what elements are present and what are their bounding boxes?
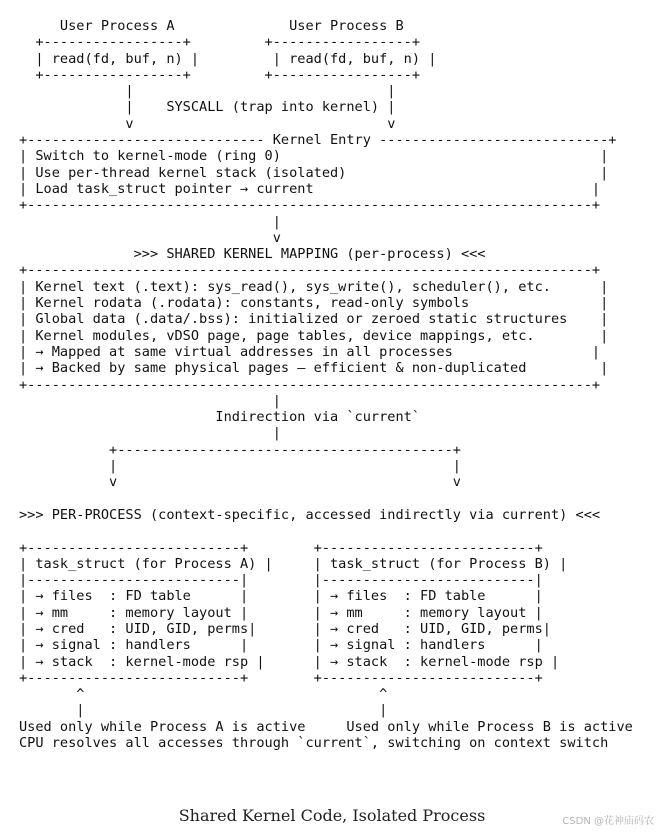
diagram-line bbox=[19, 491, 633, 507]
diagram-line: | read(fd, buf, n) | | read(fd, buf, n) | bbox=[19, 50, 437, 67]
diagram-line: | → stack : kernel-mode rsp | | → stack : kernel-mode rsp | bbox=[19, 653, 560, 670]
diagram-line: | bbox=[19, 213, 281, 230]
diagram-line: | → Backed by same physical pages — efficient & non-duplicated | bbox=[19, 360, 609, 377]
diagram-line: | Global data (.data/.bss): initialized or zeroed static structures | bbox=[19, 311, 609, 328]
watermark: CSDN @花神庙码农 bbox=[562, 816, 654, 827]
diagram-line: User Process A User Process B bbox=[19, 18, 404, 34]
diagram-line bbox=[19, 523, 633, 539]
diagram-line: | Kernel text (.text): sys_read(), sys_write(), scheduler(), etc. | bbox=[19, 278, 609, 295]
diagram-line: | → mm : memory layout | | → mm : memory layout | bbox=[19, 604, 543, 621]
diagram-line: | | bbox=[19, 458, 461, 475]
diagram-line: ^ ^ bbox=[19, 686, 388, 703]
diagram-line: | Kernel modules, vDSO page, page tables, device mappings, etc. | bbox=[19, 327, 609, 344]
diagram-line: | → Mapped at same virtual addresses in all processes | bbox=[19, 343, 601, 360]
diagram-line: v bbox=[19, 229, 281, 246]
diagram-line: +---------------------------------------------------------------------+ bbox=[19, 262, 601, 279]
diagram-line: | | bbox=[19, 83, 396, 100]
diagram-line: | Kernel rodata (.rodata): constants, read-only symbols | bbox=[19, 295, 609, 312]
diagram-line: CPU resolves all accesses through `current`, switching on context switch bbox=[19, 735, 609, 752]
diagram-line: +---------------------------------------------------------------------+ bbox=[19, 376, 601, 393]
diagram-line: Indirection via `current` bbox=[19, 409, 421, 426]
diagram-line: >>> PER-PROCESS (context-specific, accessed indirectly via current) <<< bbox=[19, 506, 601, 523]
diagram-line: | task_struct (for Process A) | | task_struct (for Process B) | bbox=[19, 555, 568, 572]
diagram-line: | → files : FD table | | → files : FD table | bbox=[19, 588, 543, 605]
diagram-line: +-----------------+ +-----------------+ bbox=[19, 66, 421, 83]
diagram-line: | Switch to kernel-mode (ring 0) | bbox=[19, 148, 609, 165]
diagram-line: v v bbox=[19, 115, 396, 132]
diagram-line: >>> SHARED KERNEL MAPPING (per-process) <<< bbox=[19, 246, 486, 263]
figure-caption: Shared Kernel Code, Isolated Process bbox=[178, 806, 486, 825]
diagram-line: +--------------------------+ +--------------------------+ bbox=[19, 669, 543, 686]
diagram-line: +-----------------+ +-----------------+ bbox=[19, 34, 421, 51]
diagram-line: | Use per-thread kernel stack (isolated) | bbox=[19, 164, 609, 181]
diagram-line: | → signal : handlers | | → signal : handlers | bbox=[19, 637, 543, 654]
diagram-line: +---------------------------------------------------------------------+ bbox=[19, 197, 601, 214]
diagram-line: | bbox=[19, 392, 281, 409]
diagram-line: +-----------------------------------------+ bbox=[19, 441, 461, 458]
diagram-line: | SYSCALL (trap into kernel) | bbox=[19, 99, 396, 116]
diagram-line: | Load task_struct pointer → current | bbox=[19, 180, 601, 197]
diagram-line: v v bbox=[19, 474, 461, 491]
diagram-line: Used only while Process A is active Used only while Process B is active bbox=[19, 718, 633, 735]
diagram-line: +--------------------------+ +--------------------------+ bbox=[19, 539, 543, 556]
diagram-line: | → cred : UID, GID, perms| | → cred : UID, GID, perms| bbox=[19, 620, 551, 637]
diagram-line: | | bbox=[19, 702, 388, 719]
diagram-line: | bbox=[19, 425, 281, 442]
ascii-diagram bbox=[19, 18, 633, 751]
diagram-line: +----------------------------- Kernel Entry ----------------------------+ bbox=[19, 132, 617, 149]
diagram-line: |--------------------------| |--------------------------| bbox=[19, 572, 543, 589]
